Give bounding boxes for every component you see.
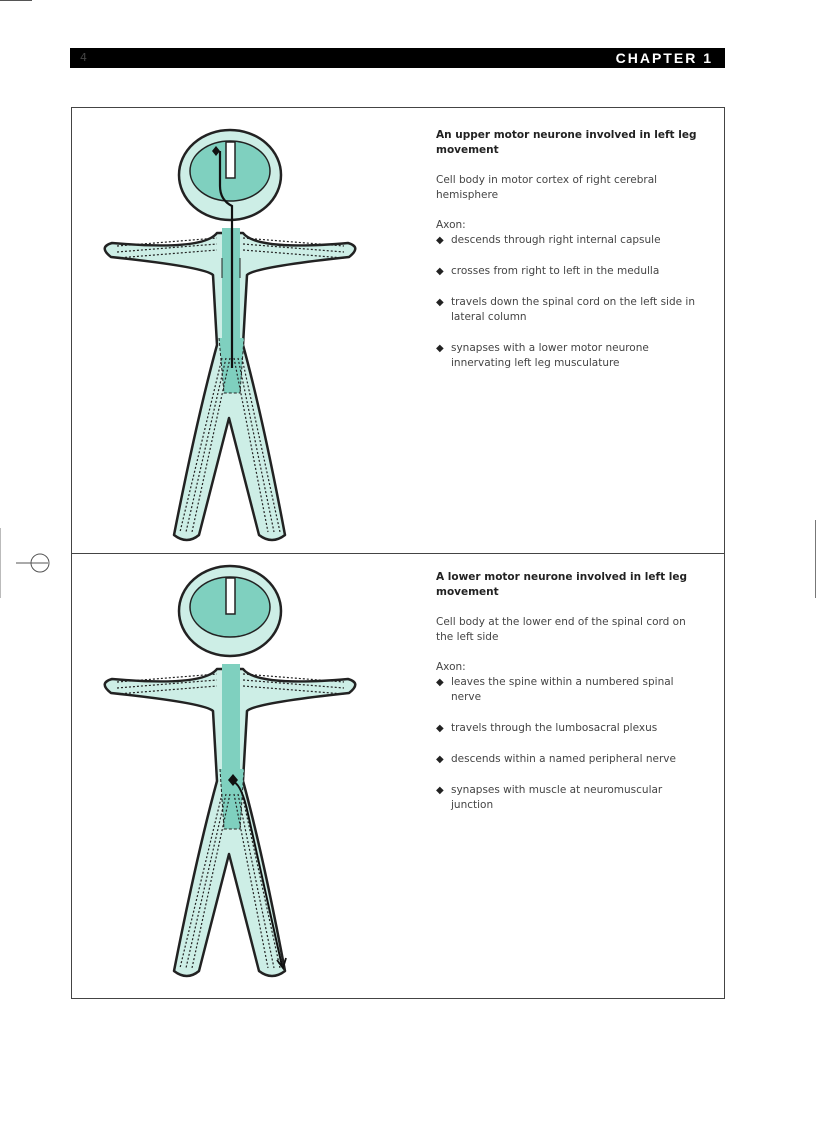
page-number: 4 (80, 51, 87, 64)
registration-mark (0, 528, 64, 598)
chapter-header-bar (70, 48, 725, 68)
body-outline (105, 566, 356, 976)
list-item: ◆ descends through right internal capsule (436, 234, 661, 246)
lower-panel-text (436, 570, 706, 829)
body-outline (105, 130, 356, 540)
list-item: ◆ crosses from right to left in the medulla (436, 265, 660, 277)
list-item: ◆ synapses with muscle at neuromuscular junction (436, 784, 663, 811)
list-item: ◆ synapses with a lower motor neurone innervating left leg musculature (436, 342, 649, 369)
lower-axon-label: Axon: (436, 661, 466, 673)
diamond-bullet-icon: ◆ (436, 754, 444, 765)
upper-cell-body: Cell body in motor cortex of right cerebral hemisphere (436, 174, 658, 201)
upper-axon-label: Axon: (436, 219, 466, 231)
diamond-bullet-icon: ◆ (436, 723, 444, 734)
upper-panel-title: An upper motor neurone involved in left leg movement (436, 129, 697, 156)
diamond-bullet-icon: ◆ (436, 297, 444, 308)
lower-panel-title: A lower motor neurone involved in left leg movement (436, 571, 687, 598)
diamond-bullet-icon: ◆ (436, 677, 444, 688)
diamond-bullet-icon: ◆ (436, 785, 444, 796)
list-item: ◆ travels down the spinal cord on the left side in lateral column (436, 296, 695, 323)
chapter-title: CHAPTER 1 (615, 50, 713, 66)
lower-axon-list (436, 675, 706, 813)
upper-panel-text (436, 128, 706, 387)
figure-frame (71, 107, 725, 999)
diamond-bullet-icon: ◆ (436, 235, 444, 246)
lower-motor-neurone-diagram (72, 554, 432, 994)
lower-cell-body: Cell body at the lower end of the spinal cord on the left side (436, 616, 686, 643)
crop-mark (0, 0, 32, 1)
list-item: ◆ descends within a named peripheral nerve (436, 753, 676, 765)
upper-axon-list (436, 233, 706, 371)
list-item: ◆ leaves the spine within a numbered spinal nerve (436, 676, 674, 703)
list-item: ◆ travels through the lumbosacral plexus (436, 722, 658, 734)
diamond-bullet-icon: ◆ (436, 266, 444, 277)
upper-motor-neurone-diagram (72, 108, 432, 548)
diamond-bullet-icon: ◆ (436, 343, 444, 354)
